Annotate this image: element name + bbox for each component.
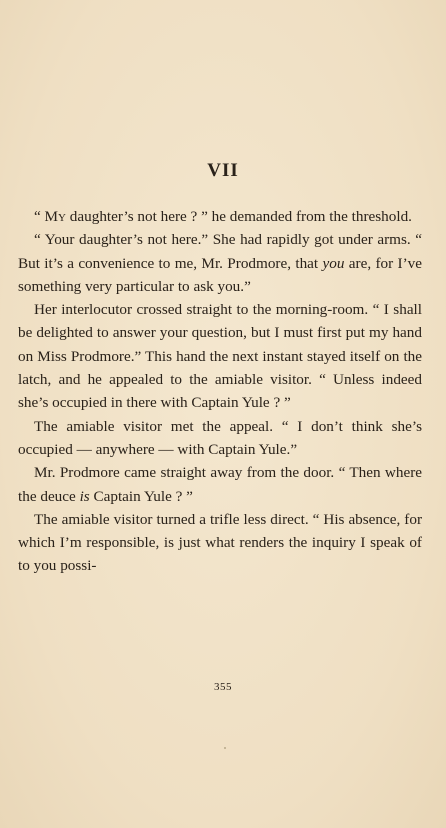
text-run: are, for I’ve something very particular to ask you.” (18, 254, 422, 295)
paragraph (18, 228, 422, 298)
chapter-heading: VII (207, 160, 239, 181)
text-run: daughter’s not here ? ” he demanded from the threshold. (66, 208, 412, 225)
text-run: Captain Yule ? ” (89, 487, 193, 505)
paragraph (18, 415, 422, 462)
text-run: “ (34, 208, 45, 225)
text-run: The amiable visitor turned a trifle less direct. “ His absence, for which I’m responsible, is just what renders the inquiry I speak of to you possi- (18, 510, 422, 575)
paragraph (18, 298, 422, 414)
paragraph (18, 205, 422, 228)
body-text (18, 205, 422, 578)
text-run: is (79, 487, 90, 505)
text-run: My (44, 208, 66, 225)
text-run: Mr. Prodmore came straight away from the door. “ Then where the deuce (18, 464, 422, 505)
paragraph (18, 461, 422, 508)
paper-speck (224, 747, 226, 749)
text-run: you (322, 254, 345, 272)
text-run: “ Your daughter’s not here.” She had rapidly got under arms. “ But it’s a convenience to me, Mr. Prodmore, that (18, 231, 422, 272)
paragraph (18, 508, 422, 578)
text-run: The amiable visitor met the appeal. “ I don’t think she’s occupied — anywhere — with Captain Yule.” (18, 417, 422, 458)
text-run: Her interlocutor crossed straight to the morning-room. “ I shall be delighted to answer your question, but I must first put my hand on Miss Prodmore.” This hand the next instant stayed itself on the latch, and he appealed to the amiable visitor. “ Unless indeed she’s occupied in there with Captain Yule ? ” (18, 301, 422, 412)
page-number: 355 (214, 681, 232, 693)
